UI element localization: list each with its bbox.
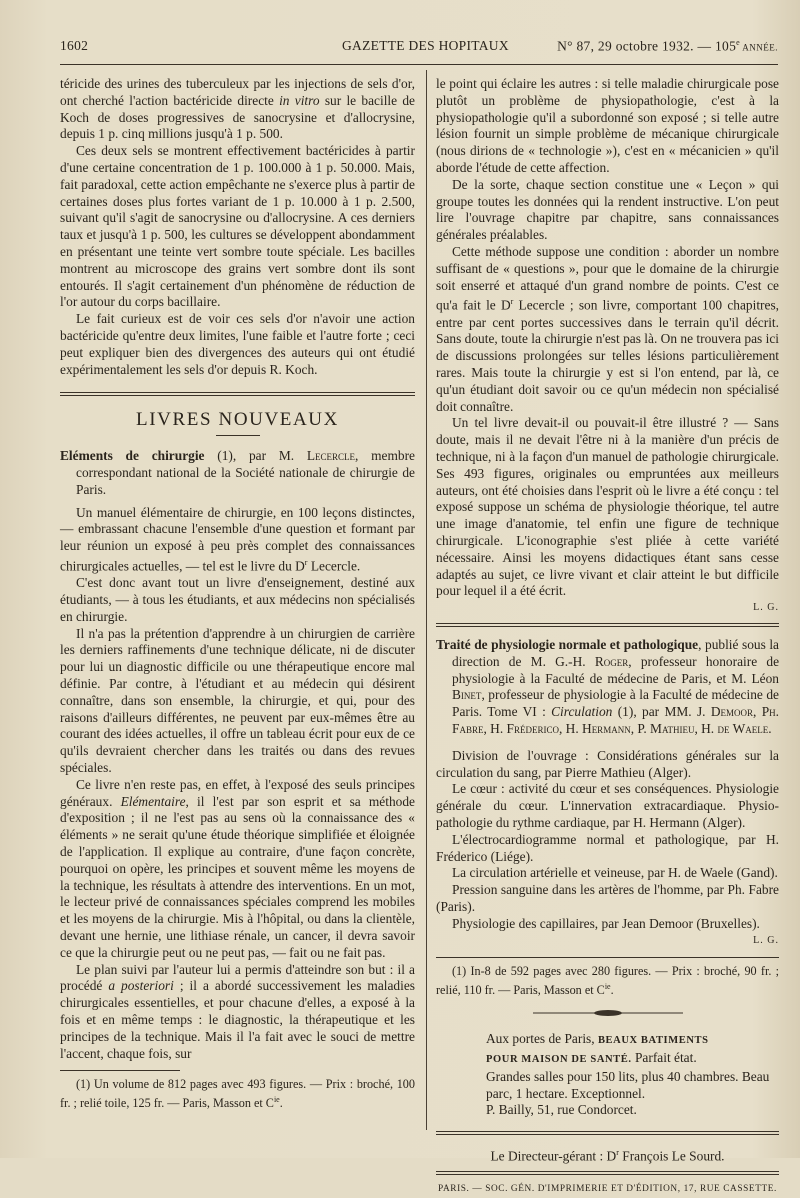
section-rule <box>436 623 779 627</box>
footnote-rule <box>60 1070 180 1071</box>
column-divider <box>426 70 427 1130</box>
heading-underline <box>216 435 260 436</box>
page-number: 1602 <box>60 38 89 53</box>
book-entry-title: Eléments de chirurgie (1), par M. Lecercle, membre correspondant national de la Société nationale de chirurgie de Paris. <box>60 448 415 497</box>
paragraph: Pression sanguine dans les artères de l'homme, par Ph. Fabre (Paris). <box>436 882 779 914</box>
printer-imprint: PARIS. — SOC. GÉN. D'IMPRIMERIE ET D'ÉDITION, 17, RUE CASSETTE. <box>438 1184 777 1195</box>
advertisement: Aux portes de Paris, BEAUX BATIMENTS POUR MAISON DE SANTÉ. Parfait état. Grandes salles pour 150 lits, plus 40 chambres. Beau parc, 1 hectare. Exceptionnel. P. Bailly, 51, rue Condorcet. <box>486 1031 770 1118</box>
footnote: (1) Un volume de 812 pages avec 493 figures. — Prix : broché, 100 fr. ; relié toile, 125 fr. — Paris, Masson et $C^{ie}$. <box>60 1077 415 1111</box>
paragraph: Cette méthode suppose une condition : aborder un nombre suffisant de « questions », pour que le domaine de la chirurgie soit enserré et attaqué d'un grand nombre de points. C'est ce qu'a fait le $D^r$ Lecercle ; son livre, comportant 100 chapitres, entre par cent portes successives dans le terrain qu'il décrit. Sans doute, toute la chirurgie n'est pas là. On ne trouvera pas ici de discussions prolongées sur telles lésions particulièrement rares. Mais toute la chirurgie y est si l'on entend, par là, ce qu'un étudiant doit savoir ou ce qu'un médecin non spécialisé doit connaître. <box>436 243 780 414</box>
section-rule <box>60 392 415 396</box>
paragraph: Le fait curieux est de voir ces sels d'or n'avoir une action bactéricide qu'entre deux limites, l'une faible et l'autre forte ; ceci peut expliquer bien des divergences des auteurs qui ont étudié expérimentalement les sels d'or depuis R. Koch. <box>60 311 415 377</box>
paragraph: Il n'a pas la prétention d'apprendre à un chirurgien de carrière les derniers raffinements d'une technique délicate, ni de discuter pour lui un diagnostic difficile ou une thérapeutique encore mal définie. Par contre, à l'étudiant et au médecin qui désirent connaître, dans son ensemble, la chirurgie, et qui, pour des raisons d'ailleurs différentes, ne peuvent par eux-mêmes être au courant des idées actuelles, il offre un tableau écrit pour eux de ce qu'ils devraient chercher dans les traités ou dans des revues spéciales. <box>60 625 415 775</box>
footnote-rule <box>436 957 779 958</box>
paragraph: téricide des urines des tuberculeux par les injections de sels d'or, ont cherché l'action bactéricide directe in vitro sur le bacille de Koch de doses progressives de sanocrysine et d'allocrysine, depuis 1 p. cinq millions jusqu'à 1 p. 500. <box>60 76 415 142</box>
paragraph: C'est donc avant tout un livre d'enseignement, destiné aux étudiants, — à tous les étudiants, et aux médecins non spécialisés en chirurgie. <box>60 575 415 624</box>
paragraph: Ce livre n'en reste pas, en effet, à l'exposé des seuls principes généraux. Elémentaire, il l'est par son esprit et sa méthode d'exposition ; il ne l'est pas au sens où la connaissance des « éléments » ne serait qu'une étude théorique simplifiée et éloignée de l'application. Il explique au contraire, d'une façon concrète, pourquoi on opère, les principes et souvent même les moyens de la technique, les résultats à attendre des interventions. En un mot, le lecteur privé de connaissances spéciales comprend les mobiles et les moyens de la chirurgie. Mis à l'hôpital, ou dans la clientèle, devant une hernie, une lithiase rénale, un cancer, il devra savoir ce que la chirurgie peut ou ne peut pas, — fait ou ne fait pas. <box>60 776 415 960</box>
paragraph: Le plan suivi par l'auteur lui a permis d'atteindre son but : il a procédé a posteriori ; il a abordé successivement les maladies chirurgicales essentielles, et pour chacune d'elles, a exposé à la fois et en même temps : le diagnostic, la thérapeutique et les principes de la technique. Mais il l'a fait avec le souci de mettre l'accent, chaque fois, sur <box>60 961 415 1061</box>
paragraph: L'électrocardiogramme normal et pathologique, par H. Fréderico (Liége). <box>436 831 779 864</box>
header-rule <box>60 64 778 65</box>
ornament-divider <box>436 1006 779 1023</box>
page-header <box>60 38 778 60</box>
paragraph: Division de l'ouvrage : Considérations générales sur la circulation du sang, par Pierre Mathieu (Alger). <box>436 747 779 780</box>
signature: L. G. <box>753 602 779 614</box>
paragraph: La circulation artérielle et veineuse, par H. de Waele (Gand). <box>452 865 778 881</box>
right-column <box>436 76 779 1198</box>
signature: L. G. <box>753 934 779 946</box>
paragraph: De la sorte, chaque section constitue une « Leçon » qui groupe toutes les données qui la rendent instructive. L'on peut lire l'ouvrage chapitre par chapitre, sans connaissances générales préalables. <box>436 176 779 243</box>
left-column <box>60 76 415 1111</box>
section-rule <box>436 1131 779 1135</box>
footnote: (1) In-8 de 592 pages avec 280 figures. — Prix : broché, 90 fr. ; relié, 110 fr. — Paris, Masson et $C^{ie}$. <box>436 964 779 998</box>
paragraph: le point qui éclaire les autres : si telle maladie chirurgicale pose plutôt un problème de physiopathologie, c'est à la physiopathologie qu'il a subordonné son exposé ; si telle autre lésion fournit un simple problème de mécanique chirurgicale (nous dirions de « technologie »), c'est en « mécanicien » qu'il aborde l'étude de cette affection. <box>436 76 779 175</box>
paragraph: Ces deux sels se montrent effectivement bactéricides à partir d'une certaine concentration de 1 p. 100.000 à 1 p. 50.000. Mais, fait paradoxal, cette action empêchante ne s'exerce plus à partir de certaines doses plus fortes variant de 1 p. 10.000 à 1 p. 2.500, suivant qu'il s'agit de sanocrysine ou d'allocrysine. A ces derniers taux et jusqu'à 1 p. 500, les cultures se développent abondamment en présentant une teinte vert sombre toute spéciale. Les bacilles montrent au microscope des grains vert sombre dont ils sont entourés. Il s'agit certainement d'un phénomène de réduction de l'or autour du corps bacillaire. <box>60 143 415 310</box>
journal-title: GAZETTE DES HOPITAUX <box>342 38 509 53</box>
section-rule <box>436 1171 779 1175</box>
paragraph: Un tel livre devait-il ou pouvait-il être illustré ? — Sans doute, mais il ne devait l'être ni à la manière d'un précis de technique, ni à la façon d'un manuel de pathologie chirurgicale. Ses 493 figures, originales ou empruntées aux meilleurs auteurs, ont été choisies dans l'esprit où le livre a été conçu : tel exposé suppose un schéma de physiologie théorique, tel autre une image d'anatomie, tel enfin une figure de technique chirurgicale. L'iconographie s'est pliée à cette variété nécessaire. Ainsi les moyens didactiques étant sans cesse adaptés au sujet, ce livre vivant et clair atteint le but difficile pour lequel il a été écrit. <box>436 415 779 599</box>
director-line: Le Directeur-gérant : $D^r$ François Le Sourd. <box>490 1148 725 1164</box>
paragraph: Un manuel élémentaire de chirurgie, en 100 leçons distinctes, — embrassant chacune l'ensemble d'une question et formant par leur réunion un exposé à peu près complet des connaissances chirurgicales actuelles, — tel est le livre du $D^r$ Lecercle. <box>60 504 415 574</box>
section-heading: LIVRES NOUVEAUX <box>136 409 339 431</box>
paragraph: Le cœur : activité du cœur et ses conséquences. Physiologie générale du cœur. L'innervation extracardiaque. Physio-pathologie du rythme cardiaque, par H. Hermann (Alger). <box>436 781 779 830</box>
paragraph: Physiologie des capillaires, par Jean Demoor (Bruxelles). <box>452 915 760 931</box>
book-entry-title: Traité de physiologie normale et pathologique, publié sous la direction de M. G.-H. Roger, professeur honoraire de physiologie à la Faculté de médecine de Paris, et M. Léon Binet, professeur de physiologie à la Faculté de médecine de Paris. Tome VI : Circulation (1), par MM. J. Demoor, Ph. Fabre, H. Fréderico, H. Hermann, P. Mathieu, H. de Waele. <box>436 636 780 736</box>
issue-date: N° 87, 29 octobre 1932. — 105e ANNÉE. <box>557 38 778 54</box>
ornament-divider-icon <box>533 1009 683 1017</box>
